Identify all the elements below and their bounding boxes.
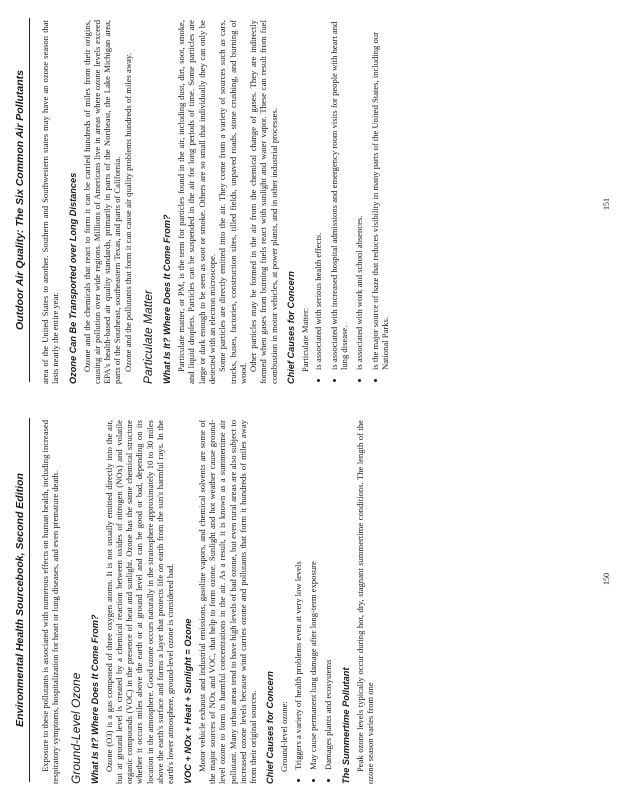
ozone-bullet-list bbox=[293, 420, 334, 784]
list-item: • Damages plants and ecosystems bbox=[323, 420, 333, 770]
subheading-ozone-formula: VOC + NOx + Heat + Sunlight = Ozone bbox=[182, 618, 193, 784]
ozone-definition-paragraph: Ozone (O3) is a gas composed of three oxygen atoms. It is not usually emitted directly into the air, but at ground level is created by a chemical reaction between oxides of nitrogen (NOx) and volatile organic compounds (VOC) in the presence of heat and sunlight. Ozone has the same chemical structure whether it occurs miles above the earth or at ground level and can be good or bad, depending on its location in the atmosphere. Good ozone occurs naturally in the stratosphere approximately 10 to 30 miles above the earth's surface and forms a layer that protects life on earth from the sun's harmful rays. In the earth's lower atmosphere, ground-level ozone is considered bad. bbox=[103, 420, 176, 784]
list-item: • is the major source of haze that reduces visibility in many parts of the United States, including our National Parks. bbox=[370, 20, 391, 370]
pm-bullet-list bbox=[313, 20, 390, 384]
pm-definition-paragraph: Particulate matter, or PM, is the term for particles found in the air, including dust, dirt, soot, smoke, and liquid droplets. Particles can be suspended in the air for long periods of time. Some particles are large or dark enough to be seen as soot or smoke. Others are so small that individually they can only be detected with an electron microscope. bbox=[176, 20, 217, 384]
pm-indirect-sources-paragraph: Other particles may be formed in the air from the chemical change of gases. They are indirectly formed when gases from burning fuels react with sunlight and water vapor. These can result from fuel combustion in motor vehicles, at power plants, and in other industrial processes. bbox=[248, 20, 279, 384]
ozone-chief-intro: Ground-level ozone: bbox=[279, 701, 290, 772]
section-heading-ozone: Ground-Level Ozone bbox=[68, 672, 83, 784]
running-head-right: Outdoor Air Quality: The Six Common Air Pollutants bbox=[14, 18, 30, 382]
transport-paragraph-1: Ozone and the chemicals that react to form it can be carried hundreds of miles from their origins, causing air pollution over wide regions. Millions of Americans live in areas where ozone levels exceed EPA's health-based air quality standards, primarily in parts of the Northeast, the Lake Michigan area, parts of the Southeast, southeastern Texas, and parts of California. bbox=[81, 20, 123, 384]
page-number-left: 150 bbox=[602, 573, 611, 585]
list-item: • Triggers a variety of health problems even at very low levels bbox=[293, 420, 303, 770]
summertime-paragraph: Peak ozone levels typically occur during hot, dry, stagnant summertime conditions. The length of the ozone season varies from one bbox=[354, 420, 375, 784]
list-item: • is associated with increased hospital admissions and emergency room visits for people with heart and lung disease. bbox=[329, 20, 350, 370]
list-item: • is associated with work and school absences. bbox=[354, 20, 364, 370]
left-page bbox=[0, 400, 619, 800]
list-item: • is associated with serious health effects. bbox=[313, 20, 323, 370]
running-head-left: Environmental Health Sourcebook, Second Edition bbox=[14, 418, 30, 782]
section-heading-particulate-matter: Particulate Matter bbox=[141, 289, 156, 384]
subheading-chief-causes-pm: Chief Causes for Concern bbox=[286, 271, 297, 384]
subheading-ozone-transport: Ozone Can Be Transported over Long Distances bbox=[67, 172, 78, 384]
left-page-body bbox=[40, 420, 595, 784]
subheading-what-is-pm: What Is It? Where Does It Come From? bbox=[162, 214, 173, 384]
subheading-summertime-pollutant: The Summertime Pollutant bbox=[340, 667, 351, 784]
intro-paragraph: Exposure to these pollutants is associated with numerous effects on human health, including increased respiratory symptoms, hospitalization for heart or lung diseases, and even premature death. bbox=[40, 420, 61, 784]
ozone-sources-paragraph: Motor vehicle exhaust and industrial emissions, gasoline vapors, and chemical solvents are some of the major sources of NOx and VOC, that help to form ozone. Sunlight and hot weather cause ground-level ozone to form in harmful concentrations in the air. As a result, it is known as a summertime air pollutant. Many urban areas tend to have high levels of bad ozone, but even rural areas are also subject to increased ozone levels because wind carries ozone and pollutants that form it hundreds of miles away from their original sources. bbox=[196, 420, 259, 784]
continuation-paragraph: area of the United States to another. Southern and Southwestern states may have an ozone season that lasts nearly the entire year. bbox=[40, 20, 61, 384]
right-page-body bbox=[40, 20, 595, 384]
subheading-chief-causes-ozone: Chief Causes for Concern bbox=[265, 671, 276, 784]
transport-paragraph-2: Ozone and the pollutants that form it can cause air quality problems hundreds of miles away. bbox=[122, 53, 133, 372]
pm-direct-sources-paragraph: Some particles are directly emitted into the air. They come from a variety of sources such as cars, trucks, buses, factories, construction sites, tilled fields, unpaved roads, stone crushing, and burning of wood. bbox=[217, 20, 248, 384]
list-item: • May cause permanent lung damage after long-term exposure bbox=[308, 420, 318, 770]
pm-chief-intro: Particulate Matter: bbox=[300, 307, 311, 372]
subheading-what-is-ozone: What Is It? Where Does It Come From? bbox=[89, 614, 100, 784]
page-number-right: 151 bbox=[602, 198, 611, 210]
